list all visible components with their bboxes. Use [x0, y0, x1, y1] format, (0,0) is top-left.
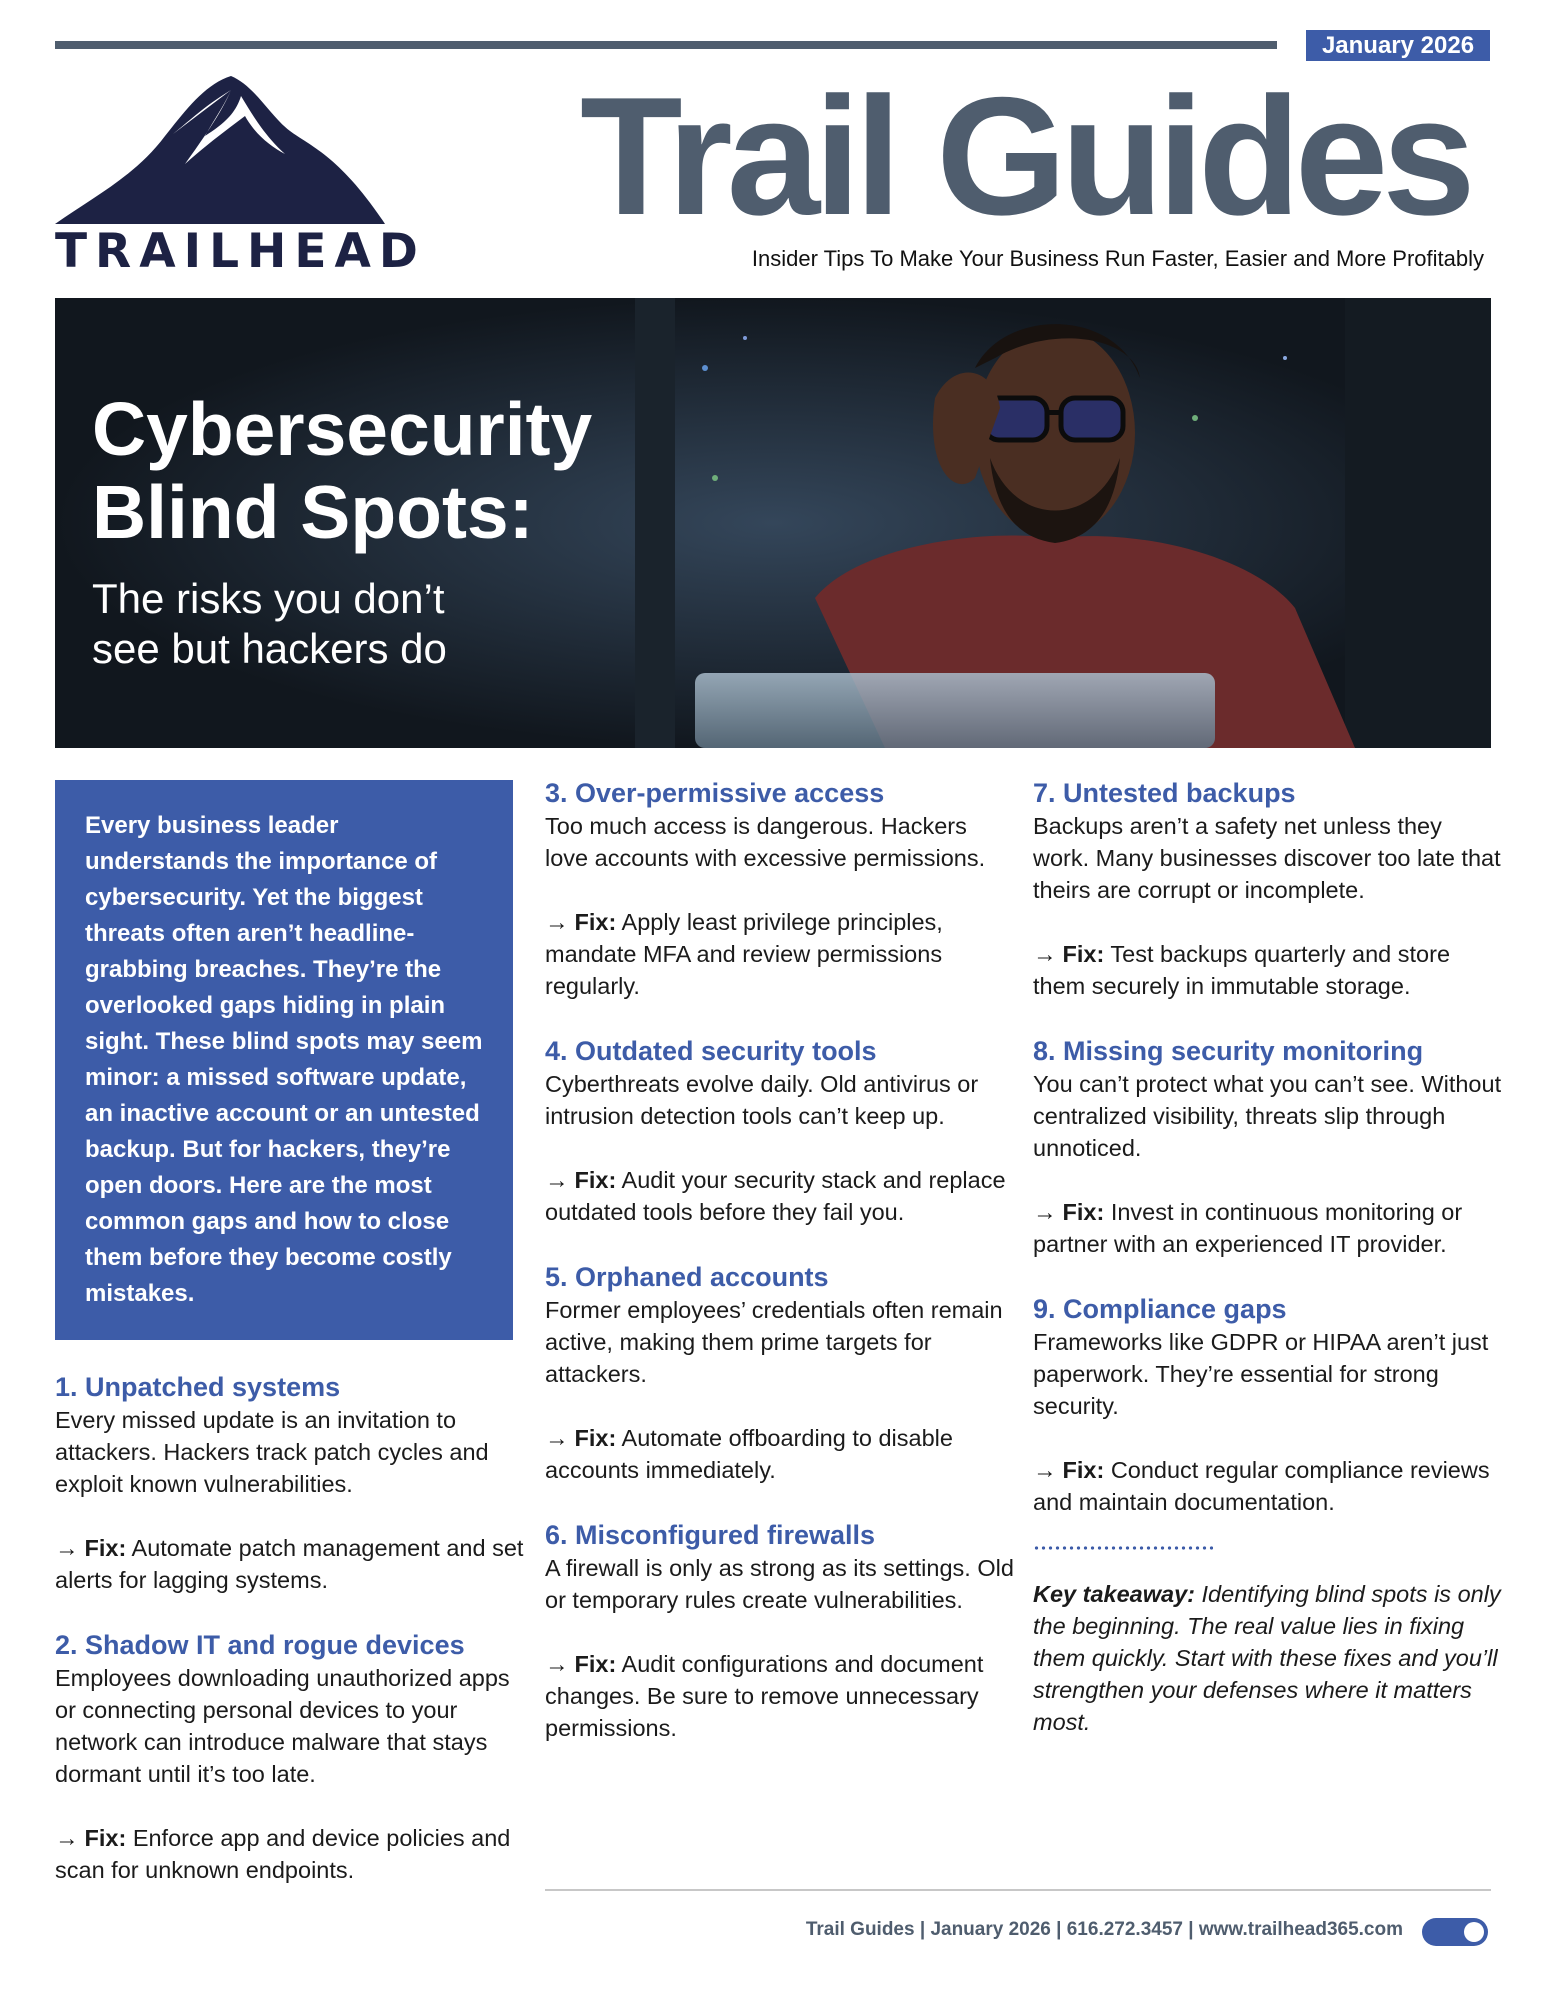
arrow-right-icon: →: [545, 1651, 569, 1677]
section-body: Backups aren’t a safety net unless they work. Many businesses discover too late that theirs are corrupt or incomplete.: [1033, 813, 1501, 903]
arrow-right-icon: →: [1033, 1199, 1057, 1225]
takeaway-label: Key takeaway:: [1033, 1581, 1195, 1607]
fix-text: Enforce app and device policies and scan for unknown endpoints.: [55, 1825, 511, 1883]
hero-title-line2: Blind Spots:: [92, 469, 534, 554]
key-takeaway: [1033, 1578, 1503, 1738]
fix-text: Apply least privilege principles, mandate MFA and review permissions regularly.: [545, 909, 943, 999]
intro-callout: Every business leader understands the importance of cybersecurity. Yet the biggest threats often aren’t headline-grabbing breaches. They’re the overlooked gaps hiding in plain sight. These blind spots may seem minor: a missed software update, an inactive account or an untested backup. But for hackers, they’re open doors. Here are the most common gaps and how to close them before they become costly mistakes.: [55, 780, 513, 1340]
fix-label: Fix:: [574, 1167, 617, 1193]
arrow-right-icon: →: [55, 1535, 79, 1561]
section-fix: [545, 1422, 1015, 1486]
fix-text: Test backups quarterly and store them securely in immutable storage.: [1033, 941, 1451, 999]
mountain-logo-icon: [55, 76, 385, 226]
footer-text: Trail Guides | January 2026 | 616.272.3457 | www.trailhead365.com: [805, 1919, 1403, 1940]
column-1: [55, 1370, 525, 1918]
arrow-right-icon: →: [545, 1425, 569, 1451]
section-fix: [1033, 938, 1503, 1002]
fix-text: Automate offboarding to disable accounts immediately.: [545, 1425, 953, 1483]
section-fix: [55, 1822, 525, 1886]
hero-title-line1: Cybersecurity: [92, 387, 593, 471]
logo-wordmark: TRAILHEAD: [55, 224, 426, 279]
section-3: [545, 776, 1015, 1002]
section-fix: [545, 1648, 1015, 1744]
fix-label: Fix:: [84, 1535, 127, 1561]
fix-text: Invest in continuous monitoring or partner with an experienced IT provider.: [1033, 1199, 1463, 1257]
fix-text: Audit your security stack and replace outdated tools before they fail you.: [545, 1167, 1006, 1225]
header-rule: [55, 41, 1277, 49]
fix-label: Fix:: [1062, 1457, 1105, 1483]
section-body: Employees downloading unauthorized apps or connecting personal devices to your network can introduce malware that stays dormant until it’s too late.: [55, 1665, 510, 1787]
section-body: Former employees’ credentials often remain active, making them prime targets for attackers.: [545, 1297, 1003, 1387]
column-2: [545, 776, 1015, 1776]
toggle-switch-icon: [1422, 1918, 1488, 1946]
fix-text: Automate patch management and set alerts for lagging systems.: [55, 1535, 524, 1593]
section-title: 6. Misconfigured firewalls: [545, 1520, 876, 1550]
section-8: [1033, 1034, 1503, 1260]
section-1: [55, 1370, 525, 1596]
hero-banner: [55, 298, 1491, 748]
section-title: 3. Over-permissive access: [545, 778, 885, 808]
section-4: [545, 1034, 1015, 1228]
arrow-right-icon: →: [545, 909, 569, 935]
section-9: [1033, 1292, 1503, 1518]
section-fix: [1033, 1454, 1503, 1518]
section-7: [1033, 776, 1503, 1002]
hero-title: [92, 388, 592, 553]
hero-subtitle: The risks you don’t see but hackers do: [92, 575, 447, 672]
fix-label: Fix:: [574, 1425, 617, 1451]
section-title: 2. Shadow IT and rogue devices: [55, 1630, 465, 1660]
section-fix: [545, 1164, 1015, 1228]
section-body: A firewall is only as strong as its settings. Old or temporary rules create vulnerabilities.: [545, 1555, 1014, 1613]
section-title: 4. Outdated security tools: [545, 1036, 877, 1066]
fix-label: Fix:: [84, 1825, 127, 1851]
section-body: Frameworks like GDPR or HIPAA aren’t just paperwork. They’re essential for strong security.: [1033, 1329, 1489, 1419]
fix-label: Fix:: [574, 1651, 617, 1677]
section-2: [55, 1628, 525, 1886]
section-title: 9. Compliance gaps: [1033, 1294, 1287, 1324]
issue-date-badge: January 2026: [1306, 30, 1490, 61]
fix-text: Conduct regular compliance reviews and maintain documentation.: [1033, 1457, 1490, 1515]
takeaway-text: Identifying blind spots is only the beginning. The real value lies in fixing them quickly. Start with these fixes and you’ll strengthen your defenses where it matters most.: [1033, 1581, 1501, 1735]
arrow-right-icon: →: [1033, 941, 1057, 967]
section-fix: [545, 906, 1015, 1002]
fix-label: Fix:: [1062, 1199, 1105, 1225]
section-title: 7. Untested backups: [1033, 778, 1296, 808]
arrow-right-icon: →: [1033, 1457, 1057, 1483]
fix-label: Fix:: [1062, 941, 1105, 967]
column-3: [1033, 776, 1503, 1738]
section-5: [545, 1260, 1015, 1486]
footer-rule: [545, 1889, 1491, 1891]
section-fix: [55, 1532, 525, 1596]
section-title: 5. Orphaned accounts: [545, 1262, 829, 1292]
section-body: You can’t protect what you can’t see. Without centralized visibility, threats slip through unnoticed.: [1033, 1071, 1502, 1161]
trailhead-logo[interactable]: [55, 76, 426, 279]
section-body: Every missed update is an invitation to attackers. Hackers track patch cycles and exploit known vulnerabilities.: [55, 1407, 489, 1497]
fix-label: Fix:: [574, 909, 617, 935]
section-body: Cyberthreats evolve daily. Old antivirus or intrusion detection tools can’t keep up.: [545, 1071, 979, 1129]
section-fix: [1033, 1196, 1503, 1260]
section-title: 1. Unpatched systems: [55, 1372, 341, 1402]
arrow-right-icon: →: [545, 1167, 569, 1193]
section-title: 8. Missing security monitoring: [1033, 1036, 1424, 1066]
newsletter-title: Trail Guides: [580, 62, 1470, 250]
section-6: [545, 1518, 1015, 1744]
dotted-divider: [1033, 1546, 1213, 1550]
newsletter-tagline: Insider Tips To Make Your Business Run Faster, Easier and More Profitably: [751, 246, 1484, 271]
section-body: Too much access is dangerous. Hackers love accounts with excessive permissions.: [545, 813, 986, 871]
arrow-right-icon: →: [55, 1825, 79, 1851]
fix-text: Audit configurations and document changes. Be sure to remove unnecessary permissions.: [545, 1651, 984, 1741]
